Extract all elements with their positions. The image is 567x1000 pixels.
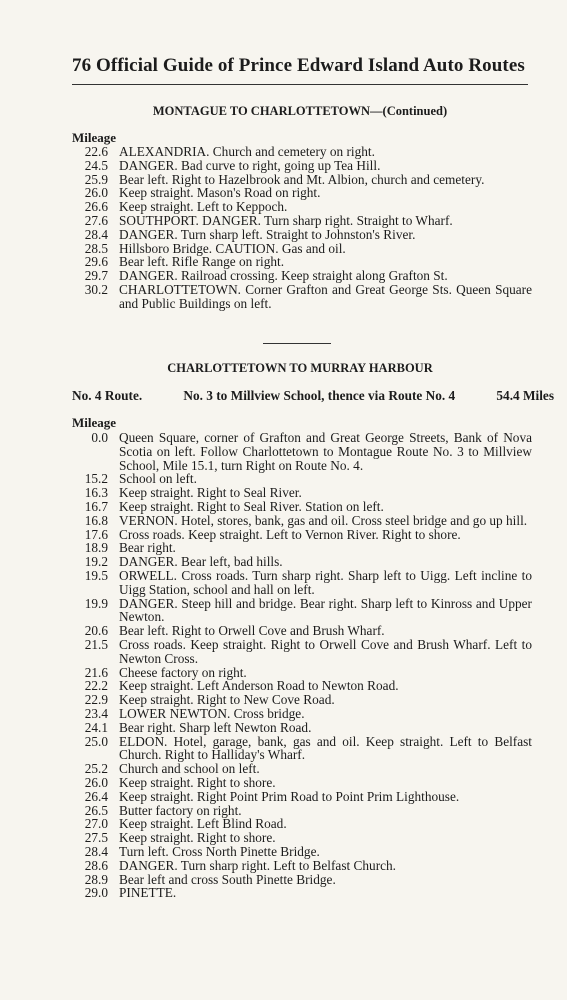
- mileage-entry: [72, 859, 532, 873]
- mileage-entry: [72, 486, 532, 500]
- mileage-entry: [72, 845, 532, 859]
- mileage-value: 18.9: [84, 540, 108, 556]
- mileage-entry: [72, 873, 532, 887]
- mileage-list-murray: [72, 431, 532, 900]
- mileage-value: 22.9: [84, 692, 108, 708]
- direction-text: DANGER. Bad curve to right, going up Tea Hill.: [119, 157, 381, 173]
- mileage-value: 22.6: [84, 144, 108, 159]
- mileage-entry: [72, 228, 532, 242]
- direction-text: School on left.: [119, 471, 197, 487]
- section-divider: [263, 343, 331, 344]
- mileage-entry: [72, 707, 532, 721]
- mileage-value: 29.6: [84, 254, 108, 270]
- direction-text: ORWELL. Cross roads. Turn sharp right. Sharp left to Uigg. Left incline to Uigg Station, school and hall on left.: [119, 567, 532, 597]
- mileage-label: Mileage: [72, 130, 117, 145]
- mileage-value: 25.2: [84, 761, 108, 777]
- direction-text: Keep straight. Right to Seal River. Station on left.: [119, 498, 384, 514]
- direction-text: Keep straight. Left Blind Road.: [119, 816, 287, 832]
- mileage-value: 28.4: [84, 843, 108, 859]
- mileage-value: 15.2: [84, 471, 108, 487]
- mileage-value: 28.4: [84, 226, 108, 242]
- direction-text: Cross roads. Keep straight. Left to Vernon River. Right to shore.: [119, 526, 461, 542]
- direction-text: Bear left. Rifle Range on right.: [119, 254, 285, 270]
- mileage-value: 27.6: [84, 212, 108, 228]
- direction-text: Church and school on left.: [119, 761, 260, 777]
- route-description: No. 3 to Millview School, thence via Route No. 4: [183, 388, 456, 403]
- mileage-value: 28.6: [84, 857, 108, 873]
- running-head: 76 Official Guide of Prince Edward Island Auto Routes: [72, 55, 525, 76]
- mileage-value: 28.5: [84, 240, 108, 256]
- mileage-entry: [72, 186, 532, 200]
- mileage-value: 26.6: [84, 199, 108, 215]
- mileage-value: 19.9: [84, 595, 108, 611]
- mileage-value: 19.5: [84, 567, 108, 583]
- direction-text: LOWER NEWTON. Cross bridge.: [119, 705, 305, 721]
- direction-text: Keep straight. Left to Keppoch.: [119, 199, 288, 215]
- mileage-value: 29.7: [84, 268, 108, 284]
- direction-text: Hillsboro Bridge. CAUTION. Gas and oil.: [119, 240, 346, 256]
- mileage-value: 22.2: [84, 678, 108, 694]
- mileage-entry: [72, 255, 532, 269]
- mileage-entry: [72, 721, 532, 735]
- direction-text: Bear left. Right to Orwell Cove and Brush Wharf.: [119, 623, 385, 639]
- route-line: [72, 388, 554, 404]
- direction-text: DANGER. Turn sharp left. Straight to Johnston's River.: [119, 226, 416, 242]
- mileage-value: 26.4: [84, 788, 108, 804]
- direction-text: Keep straight. Right to New Cove Road.: [119, 692, 335, 708]
- direction-text: VERNON. Hotel, stores, bank, gas and oil. Cross steel bridge and go up hill.: [119, 512, 528, 528]
- mileage-entry: [72, 173, 532, 187]
- mileage-value: 25.9: [84, 171, 108, 187]
- mileage-entry: [72, 624, 532, 638]
- direction-text: Bear left. Right to Hazelbrook and Mt. Albion, church and cemetery.: [119, 171, 485, 187]
- mileage-value: 19.2: [84, 554, 108, 570]
- mileage-value: 27.5: [84, 830, 108, 846]
- mileage-entry: [72, 472, 532, 486]
- direction-text: DANGER. Railroad crossing. Keep straight along Grafton St.: [119, 268, 448, 284]
- direction-text: ALEXANDRIA. Church and cemetery on right.: [119, 144, 375, 159]
- mileage-value: 24.5: [84, 157, 108, 173]
- direction-text: DANGER. Turn sharp right. Left to Belfast Church.: [119, 857, 396, 873]
- direction-text: Keep straight. Right Point Prim Road to Point Prim Lighthouse.: [119, 788, 460, 804]
- mileage-entry: [72, 790, 532, 804]
- mileage-entry: [72, 597, 532, 625]
- mileage-entry: [72, 886, 532, 900]
- direction-text: DANGER. Bear left, bad hills.: [119, 554, 283, 570]
- direction-text: Keep straight. Right to shore.: [119, 774, 276, 790]
- mileage-entry: [72, 638, 532, 666]
- mileage-value: 23.4: [84, 705, 108, 721]
- mileage-entry: [72, 500, 532, 514]
- route-number: No. 4 Route.: [72, 388, 143, 403]
- mileage-value: 17.6: [84, 526, 108, 542]
- mileage-value: 16.8: [84, 512, 108, 528]
- mileage-entry: [72, 541, 532, 555]
- mileage-value: 21.5: [84, 636, 108, 652]
- direction-text: Queen Square, corner of Grafton and Great George Streets, Bank of Nova Scotia on left. Follow Charlottetown to Montague Route No. 3 to Millview School, Mile 15.1, turn Right on Route No. 4.: [119, 430, 532, 473]
- mileage-value: 27.0: [84, 816, 108, 832]
- mileage-entry: [72, 735, 532, 763]
- mileage-entry: [72, 679, 532, 693]
- header-rule: [72, 84, 528, 85]
- direction-text: PINETTE.: [119, 885, 177, 901]
- mileage-entry: [72, 555, 532, 569]
- direction-text: Cross roads. Keep straight. Right to Orwell Cove and Brush Wharf. Left to Newton Cross.: [119, 636, 532, 666]
- mileage-entry: [72, 528, 532, 542]
- direction-text: SOUTHPORT. DANGER. Turn sharp right. Straight to Wharf.: [119, 212, 453, 228]
- direction-text: ELDON. Hotel, garage, bank, gas and oil. Keep straight. Left to Belfast Church. Right to Halliday's Wharf.: [119, 733, 532, 763]
- section-title-murray: CHARLOTTETOWN TO MURRAY HARBOUR: [167, 361, 433, 375]
- mileage-value: 26.0: [84, 774, 108, 790]
- mileage-value: 26.5: [84, 802, 108, 818]
- mileage-entry: [72, 431, 532, 472]
- mileage-entry: [72, 214, 532, 228]
- mileage-entry: [72, 666, 532, 680]
- direction-text: Cheese factory on right.: [119, 664, 247, 680]
- mileage-value: 25.0: [84, 733, 108, 749]
- mileage-entry: [72, 569, 532, 597]
- mileage-value: 20.6: [84, 623, 108, 639]
- direction-text: Bear right.: [119, 540, 176, 556]
- mileage-value: 0.0: [91, 430, 108, 445]
- mileage-entry: [72, 817, 532, 831]
- mileage-entry: [72, 514, 532, 528]
- mileage-entry: [72, 200, 532, 214]
- mileage-value: 21.6: [84, 664, 108, 680]
- mileage-entry: [72, 283, 532, 311]
- direction-text: Bear right. Sharp left Newton Road.: [119, 719, 312, 735]
- mileage-value: 16.3: [84, 485, 108, 501]
- direction-text: Bear left and cross South Pinette Bridge.: [119, 871, 336, 887]
- mileage-value: 29.0: [84, 885, 108, 901]
- mileage-entry: [72, 804, 532, 818]
- mileage-value: 28.9: [84, 871, 108, 887]
- direction-text: DANGER. Steep hill and bridge. Bear right. Sharp left to Kinross and Upper Newton.: [119, 595, 532, 625]
- mileage-value: 30.2: [84, 281, 108, 297]
- route-distance: 54.4 Miles: [496, 388, 554, 403]
- mileage-entry: [72, 831, 532, 845]
- direction-text: Keep straight. Mason's Road on right.: [119, 185, 321, 201]
- mileage-entry: [72, 159, 532, 173]
- mileage-entry: [72, 242, 532, 256]
- direction-text: Keep straight. Right to Seal River.: [119, 485, 302, 501]
- mileage-entry: [72, 776, 532, 790]
- mileage-value: 26.0: [84, 185, 108, 201]
- direction-text: Turn left. Cross North Pinette Bridge.: [119, 843, 320, 859]
- direction-text: CHARLOTTETOWN. Corner Grafton and Great George Sts. Queen Square and Public Buildings on left.: [119, 281, 532, 311]
- mileage-entry: [72, 693, 532, 707]
- direction-text: Keep straight. Left Anderson Road to Newton Road.: [119, 678, 399, 694]
- mileage-list-montague: [72, 145, 532, 311]
- mileage-entry: [72, 269, 532, 283]
- mileage-entry: [72, 762, 532, 776]
- direction-text: Keep straight. Right to shore.: [119, 830, 276, 846]
- mileage-value: 16.7: [84, 498, 108, 514]
- mileage-entry: [72, 145, 532, 159]
- direction-text: Butter factory on right.: [119, 802, 242, 818]
- section-title-montague: MONTAGUE TO CHARLOTTETOWN—(Continued): [152, 104, 448, 118]
- mileage-value: 24.1: [84, 719, 108, 735]
- mileage-label: Mileage: [72, 415, 117, 430]
